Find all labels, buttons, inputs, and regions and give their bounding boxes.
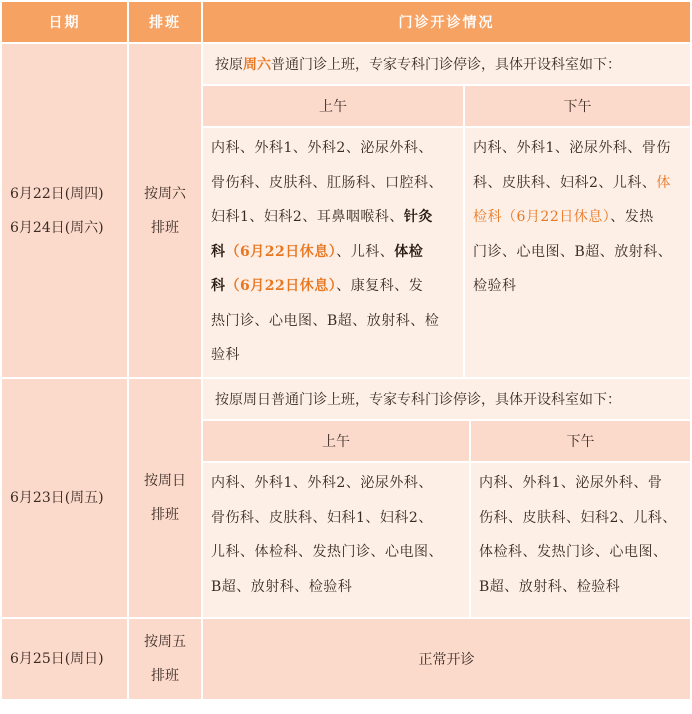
table-row xyxy=(1,378,691,420)
schedule-cell xyxy=(128,378,202,618)
date-text: 6月25日(周日) xyxy=(10,651,104,667)
pm-label: 下午 xyxy=(470,420,691,462)
date-cell xyxy=(1,43,128,378)
intro-text: 按原周日普通门诊上班，专家专科门诊停诊，具体开设科室如下： xyxy=(202,378,691,420)
schedule-text: 排班 xyxy=(151,668,179,684)
schedule-cell xyxy=(128,618,202,700)
closure-note: （6月22日休息） xyxy=(225,243,337,260)
header-status: 门诊开诊情况 xyxy=(202,1,691,43)
header-schedule: 排班 xyxy=(128,1,202,43)
pm-label: 下午 xyxy=(464,85,691,127)
intro-text: 按原周六普通门诊上班，专家专科门诊停诊，具体开设科室如下： xyxy=(202,43,691,85)
date-text: 6月24日(周六) xyxy=(10,219,104,236)
schedule-text: 按周五 xyxy=(144,634,186,650)
date-text: 6月23日(周五) xyxy=(10,490,104,506)
date-cell xyxy=(1,378,128,618)
schedule-cell xyxy=(128,43,202,378)
bold-dept: 针灸 xyxy=(403,209,433,225)
schedule-text: 按周六 xyxy=(144,185,186,202)
highlight-text: 周六 xyxy=(243,57,271,73)
status-normal: 正常开诊 xyxy=(202,618,691,700)
pm-departments: 内科、外科1、泌尿外科、骨 伤科、皮肤科、妇科2、儿科、 体检科、发热门诊、心电图、 B超、放射科、检验科 xyxy=(470,462,691,618)
table-row xyxy=(1,43,691,85)
schedule-text: 排班 xyxy=(151,219,179,236)
am-departments: 内科、外科1、外科2、泌尿外科、 骨伤科、皮肤科、肛肠科、口腔科、 妇科1、妇科2、耳鼻咽喉科、针灸 科（6月22日休息）、儿科、体检 科（6月22日休息）、康复科、发 热门诊、心电图、B超、放射科、检 验科 xyxy=(202,127,464,378)
bold-dept: 体检 xyxy=(394,243,424,260)
am-departments: 内科、外科1、外科2、泌尿外科、 骨伤科、皮肤科、妇科1、妇科2、 儿科、体检科、发热门诊、心电图、 B超、放射科、检验科 xyxy=(202,462,470,618)
schedule-text: 按周日 xyxy=(144,473,186,489)
pm-departments: 内科、外科1、泌尿外科、骨伤 科、皮肤科、妇科2、儿科、体 检科（6月22日休息）、发热 门诊、心电图、B超、放射科、 检验科 xyxy=(464,127,691,378)
closure-note: （6月22日休息） xyxy=(225,278,337,294)
table-row xyxy=(1,618,691,700)
schedule-text: 排班 xyxy=(151,507,179,523)
am-label: 上午 xyxy=(202,85,464,127)
closure-note: 体 xyxy=(656,174,671,191)
date-cell xyxy=(1,618,128,700)
header-date: 日期 xyxy=(1,1,128,43)
table-header-row xyxy=(1,1,691,43)
am-label: 上午 xyxy=(202,420,470,462)
closure-note: 检科（6月22日休息） xyxy=(473,209,611,225)
date-text: 6月22日(周四) xyxy=(10,185,104,202)
